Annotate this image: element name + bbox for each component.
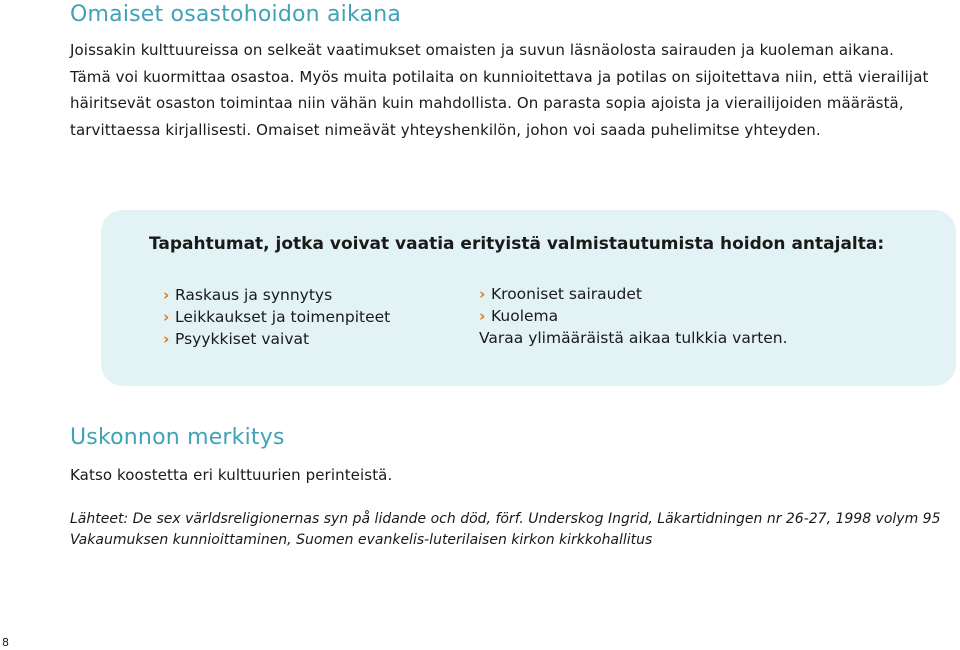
chevron-right-icon: ›: [163, 308, 170, 326]
list-item-label: Raskaus ja synnytys: [175, 286, 333, 304]
info-box: [101, 210, 956, 386]
chevron-right-icon: ›: [163, 286, 170, 304]
section-heading-religion: Uskonnon merkitys: [70, 425, 285, 450]
page-number: 8: [2, 636, 9, 649]
chevron-right-icon: ›: [479, 307, 486, 325]
info-box-title: Tapahtumat, jotka voivat vaatia erityistä valmistautumista hoidon antajalta:: [149, 234, 885, 254]
source-line: Lähteet: De sex världsreligionernas syn på lidande och död, förf. Underskog Ingrid, Läkartidningen nr 26-27, 1998 volym 95: [70, 511, 941, 527]
relatives-paragraph: Joissakin kulttuureissa on selkeät vaatimukset omaisten ja suvun läsnäolosta sairauden ja kuoleman aikana. Tämä voi kuormittaa osastoa. Myös muita potilaita on kunnioitettava ja potilas on sijoitettava niin, että vierailijat häiritsevät osaston toimintaa niin vähän kuin mahdollista. On parasta sopia ajoista ja vierailijoiden määrästä, tarvittaessa kirjallisesti. Omaiset nimeävät yhteyshenkilön, johon voi saada puhelimitse yhteyden.: [70, 41, 929, 139]
religion-paragraph: Katso koostetta eri kulttuurien perinteistä.: [70, 466, 393, 484]
list-item: [163, 284, 390, 306]
info-list-right: [479, 283, 788, 349]
list-item: [163, 328, 390, 350]
list-item: [163, 306, 390, 328]
source-line: Vakaumuksen kunnioittaminen, Suomen evankelis-luterilaisen kirkon kirkkohallitus: [70, 532, 653, 548]
section-heading-relatives: Omaiset osastohoidon aikana: [70, 2, 402, 27]
list-item: [479, 283, 788, 305]
chevron-right-icon: ›: [479, 285, 486, 303]
list-item-label: Krooniset sairaudet: [491, 285, 642, 303]
list-item-label: Psyykkiset vaivat: [175, 330, 310, 348]
info-list-left: [163, 284, 390, 350]
chevron-right-icon: ›: [163, 330, 170, 348]
list-item: [479, 305, 788, 327]
list-item-label: Leikkaukset ja toimenpiteet: [175, 308, 391, 326]
interpreter-note: Varaa ylimääräistä aikaa tulkkia varten.: [479, 329, 788, 347]
sources-note: [70, 509, 950, 551]
list-item-label: Kuolema: [491, 307, 559, 325]
